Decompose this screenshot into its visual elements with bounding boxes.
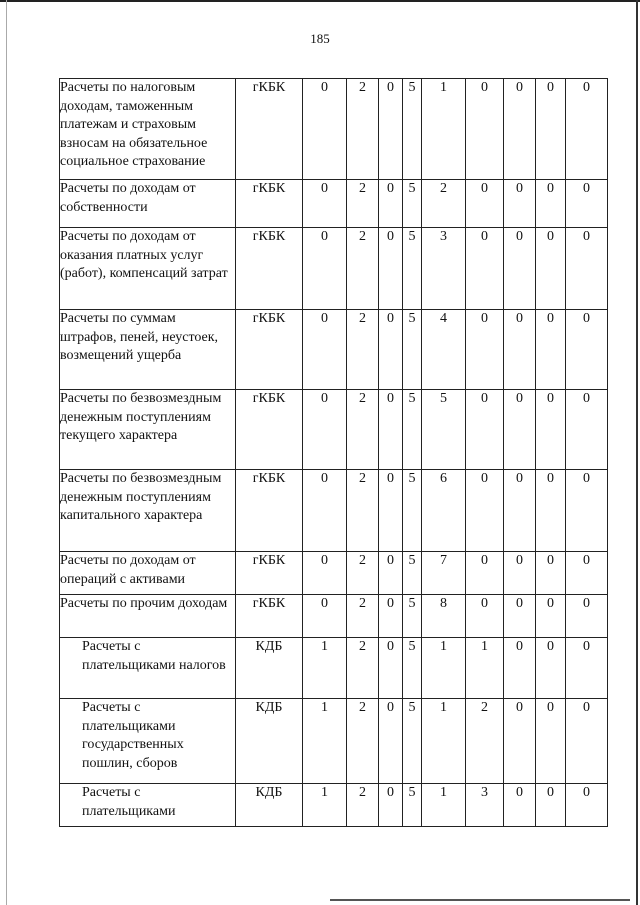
code-digit-cell: 1 (303, 638, 347, 699)
account-name-cell: Расчеты по доходам от собственности (60, 180, 236, 228)
code-digit-cell: 0 (466, 310, 504, 390)
code-digit-cell: 2 (347, 180, 379, 228)
code-digit-cell: 2 (466, 699, 504, 784)
code-digit-cell: 0 (536, 390, 566, 470)
code-digit-cell: 2 (347, 470, 379, 552)
code-digit-cell: 0 (303, 180, 347, 228)
code-digit-cell: 0 (566, 699, 608, 784)
code-digit-cell: 0 (379, 79, 403, 180)
code-digit-cell: 6 (422, 470, 466, 552)
code-digit-cell: 0 (504, 228, 536, 310)
code-type-cell: КДБ (236, 638, 303, 699)
code-digit-cell: 0 (466, 228, 504, 310)
table-row (60, 228, 608, 310)
code-digit-cell: 2 (347, 638, 379, 699)
account-name-cell: Расчеты по доходам от оказания платных услуг (работ), компенсаций затрат (60, 228, 236, 310)
code-digit-cell: 0 (466, 180, 504, 228)
account-name-cell: Расчеты по налоговым доходам, таможенным платежам и страховым взносам на обязательное социальное страхование (60, 79, 236, 180)
table-row (60, 470, 608, 552)
code-digit-cell: 0 (303, 595, 347, 638)
code-digit-cell: 0 (504, 552, 536, 595)
code-digit-cell: 0 (536, 310, 566, 390)
code-digit-cell: 0 (466, 552, 504, 595)
code-digit-cell: 5 (403, 638, 422, 699)
code-digit-cell: 0 (566, 310, 608, 390)
page-number: 185 (310, 31, 330, 46)
code-digit-cell: 1 (422, 699, 466, 784)
code-digit-cell: 0 (504, 699, 536, 784)
code-digit-cell: 0 (536, 699, 566, 784)
code-digit-cell: 0 (379, 595, 403, 638)
account-name-cell: Расчеты с плательщиками (60, 784, 236, 827)
code-digit-cell: 1 (422, 79, 466, 180)
code-digit-cell: 0 (566, 390, 608, 470)
table-row (60, 552, 608, 595)
code-digit-cell: 5 (403, 310, 422, 390)
code-type-cell: гКБК (236, 552, 303, 595)
code-digit-cell: 1 (466, 638, 504, 699)
code-digit-cell: 8 (422, 595, 466, 638)
code-digit-cell: 0 (504, 595, 536, 638)
code-type-cell: гКБК (236, 180, 303, 228)
code-digit-cell: 0 (536, 595, 566, 638)
code-digit-cell: 5 (403, 180, 422, 228)
code-digit-cell: 0 (504, 180, 536, 228)
account-name-cell: Расчеты по суммам штрафов, пеней, неустоек, возмещений ущерба (60, 310, 236, 390)
code-digit-cell: 0 (303, 552, 347, 595)
code-digit-cell: 0 (566, 180, 608, 228)
code-digit-cell: 0 (379, 552, 403, 595)
code-type-cell: гКБК (236, 228, 303, 310)
code-type-cell: КДБ (236, 784, 303, 827)
account-name-cell: Расчеты с плательщиками государственных пошлин, сборов (60, 699, 236, 784)
code-digit-cell: 0 (466, 595, 504, 638)
code-digit-cell: 0 (466, 79, 504, 180)
code-digit-cell: 0 (566, 595, 608, 638)
code-digit-cell: 0 (566, 552, 608, 595)
table-row (60, 784, 608, 827)
code-digit-cell: 0 (536, 784, 566, 827)
code-digit-cell: 0 (379, 784, 403, 827)
code-digit-cell: 2 (347, 390, 379, 470)
code-digit-cell: 0 (504, 638, 536, 699)
code-digit-cell: 0 (504, 390, 536, 470)
code-type-cell: КДБ (236, 699, 303, 784)
code-digit-cell: 0 (566, 470, 608, 552)
code-type-cell: гКБК (236, 310, 303, 390)
code-digit-cell: 0 (566, 228, 608, 310)
code-digit-cell: 2 (347, 552, 379, 595)
code-digit-cell: 5 (403, 228, 422, 310)
accounts-table (59, 78, 608, 827)
account-name-cell: Расчеты по доходам от операций с активами (60, 552, 236, 595)
code-digit-cell: 0 (566, 638, 608, 699)
account-name-cell: Расчеты по безвозмездным денежным поступлениям текущего характера (60, 390, 236, 470)
code-digit-cell: 5 (403, 552, 422, 595)
code-digit-cell: 0 (379, 699, 403, 784)
scan-edge-top (0, 0, 640, 2)
table-row (60, 595, 608, 638)
code-digit-cell: 2 (347, 595, 379, 638)
code-digit-cell: 0 (504, 470, 536, 552)
code-digit-cell: 1 (422, 638, 466, 699)
code-digit-cell: 3 (466, 784, 504, 827)
code-type-cell: гКБК (236, 470, 303, 552)
code-digit-cell: 5 (403, 79, 422, 180)
code-digit-cell: 0 (536, 638, 566, 699)
code-digit-cell: 0 (379, 180, 403, 228)
code-digit-cell: 2 (347, 699, 379, 784)
code-digit-cell: 2 (347, 784, 379, 827)
code-digit-cell: 1 (422, 784, 466, 827)
code-digit-cell: 0 (536, 228, 566, 310)
code-digit-cell: 0 (379, 310, 403, 390)
account-name-cell: Расчеты по прочим доходам (60, 595, 236, 638)
code-digit-cell: 1 (303, 784, 347, 827)
code-digit-cell: 0 (379, 390, 403, 470)
code-digit-cell: 5 (422, 390, 466, 470)
code-digit-cell: 2 (347, 310, 379, 390)
code-digit-cell: 3 (422, 228, 466, 310)
code-digit-cell: 0 (466, 470, 504, 552)
table-row (60, 180, 608, 228)
code-digit-cell: 5 (403, 784, 422, 827)
code-type-cell: гКБК (236, 79, 303, 180)
code-digit-cell: 0 (303, 79, 347, 180)
table-row (60, 638, 608, 699)
table-row (60, 310, 608, 390)
code-digit-cell: 0 (504, 79, 536, 180)
code-digit-cell: 0 (536, 180, 566, 228)
table-row (60, 390, 608, 470)
code-digit-cell: 5 (403, 699, 422, 784)
scan-edge-bottom (330, 899, 630, 901)
code-digit-cell: 0 (303, 390, 347, 470)
code-type-cell: гКБК (236, 595, 303, 638)
code-digit-cell: 7 (422, 552, 466, 595)
code-digit-cell: 0 (303, 310, 347, 390)
scan-edge-left (6, 0, 7, 905)
scan-edge-right (636, 0, 638, 905)
table-row (60, 79, 608, 180)
code-digit-cell: 0 (379, 638, 403, 699)
code-digit-cell: 2 (422, 180, 466, 228)
account-name-cell: Расчеты с плательщиками налогов (60, 638, 236, 699)
code-digit-cell: 0 (566, 784, 608, 827)
code-digit-cell: 0 (536, 79, 566, 180)
code-digit-cell: 0 (504, 784, 536, 827)
code-digit-cell: 0 (536, 470, 566, 552)
code-digit-cell: 5 (403, 470, 422, 552)
code-digit-cell: 2 (347, 228, 379, 310)
code-digit-cell: 5 (403, 390, 422, 470)
code-digit-cell: 0 (379, 470, 403, 552)
code-digit-cell: 0 (536, 552, 566, 595)
code-digit-cell: 0 (566, 79, 608, 180)
code-digit-cell: 0 (466, 390, 504, 470)
code-digit-cell: 0 (504, 310, 536, 390)
code-digit-cell: 0 (303, 470, 347, 552)
code-digit-cell: 5 (403, 595, 422, 638)
code-digit-cell: 0 (379, 228, 403, 310)
code-type-cell: гКБК (236, 390, 303, 470)
code-digit-cell: 0 (303, 228, 347, 310)
code-digit-cell: 2 (347, 79, 379, 180)
code-digit-cell: 4 (422, 310, 466, 390)
code-digit-cell: 1 (303, 699, 347, 784)
account-name-cell: Расчеты по безвозмездным денежным поступлениям капитального характера (60, 470, 236, 552)
table-row (60, 699, 608, 784)
